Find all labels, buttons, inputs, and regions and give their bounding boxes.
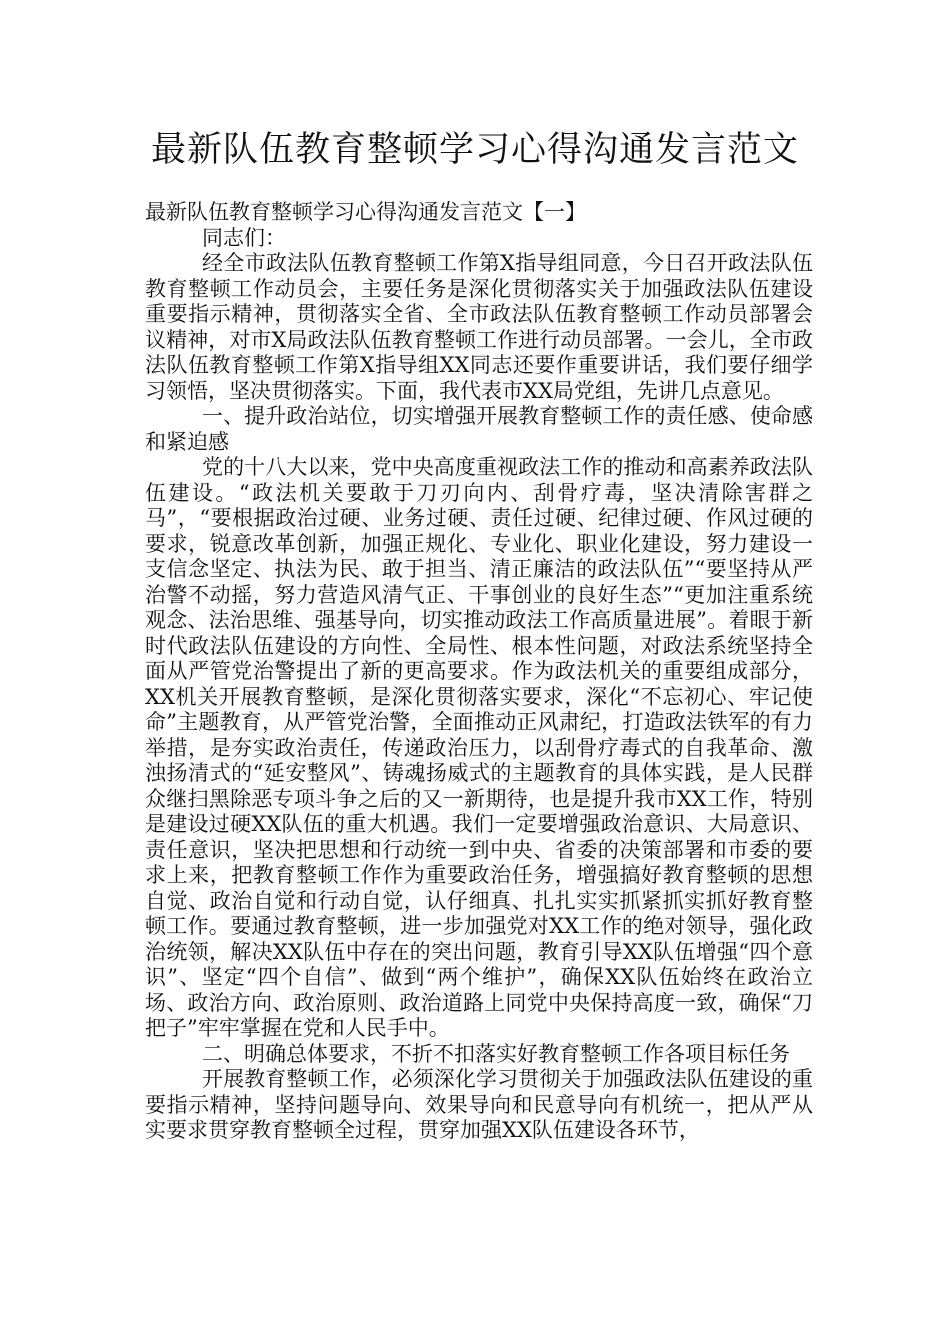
document-title: 最新队伍教育整顿学习心得沟通发言范文 — [150, 130, 799, 170]
paragraph-intro: 经全市政法队伍教育整顿工作第X指导组同意，今日召开政法队伍教育整顿工作动员会，主要任务是深化贯彻落实关于加强政法队伍建设重要指示精神，贯彻落实全省、全市政法队伍教育整顿工作动员部署会议精神，对市X局政法队伍教育整顿工作进行动员部署。一会儿，全市政法队伍教育整顿工作第X指导组XX同志还要作重要讲话，我们要仔细学习领悟，坚决贯彻落实。下面，我代表市XX局党组，先讲几点意见。 — [145, 251, 813, 403]
heading-point-two: 二、明确总体要求，不折不扣落实好教育整顿工作各项目标任务 — [202, 1041, 790, 1066]
document-body — [145, 200, 813, 1144]
paragraph-point-two: 开展教育整顿工作，必须深化学习贯彻关于加强政法队伍建设的重要指示精神，坚持问题导向、效果导向和民意导向有机统一，把从严从实要求贯穿教育整顿全过程，贯穿加强XX队伍建设各环节， — [145, 1067, 813, 1142]
salutation: 同志们： — [202, 225, 286, 250]
section-heading: 最新队伍教育整顿学习心得沟通发言范文【一】 — [145, 200, 586, 224]
heading-point-one: 一、提升政治站位，切实增强开展教育整顿工作的责任感、使命感和紧迫感 — [145, 404, 813, 454]
paragraph-point-one: 党的十八大以来，党中央高度重视政法工作的推动和高素养政法队伍建设。“政法机关要敢于刀刃向内、刮骨疗毒，坚决清除害群之马”，“要根据政治过硬、业务过硬、责任过硬、纪律过硬、作风过硬的要求，锐意改革创新，加强正规化、专业化、职业化建设，努力建设一支信念坚定、执法为民、敢于担当、清正廉洁的政法队伍”“要坚持从严治警不动摇，努力营造风清气正、干事创业的良好生态”“更加注重系统观念、法治思维、强基导向，切实推动政法工作高质量进展”。着眼于新时代政法队伍建设的方向性、全局性、根本性问题，对政法系统坚持全面从严管党治警提出了新的更高要求。作为政法机关的重要组成部分，XX机关开展教育整顿，是深化贯彻落实要求，深化“不忘初心、牢记使命”主题教育，从严管党治警，全面推动正风肃纪，打造政法铁军的有力举措，是夯实政治责任，传递政治压力，以刮骨疗毒式的自我革命、激浊扬清式的“延安整风”、铸魂扬威式的主题教育的具体实践，是人民群众继扫黑除恶专项斗争之后的又一新期待，也是提升我市XX工作，特别是建设过硬XX队伍的重大机遇。我们一定要增强政治意识、大局意识、责任意识，坚决把思想和行动统一到中央、省委的决策部署和市委的要求上来，把教育整顿工作作为重要政治任务，增强搞好教育整顿的思想自觉、政治自觉和行动自觉，认仔细真、扎扎实实抓紧抓实抓好教育整顿工作。要通过教育整顿，进一步加强党对XX工作的绝对领导，强化政治统领，解决XX队伍中存在的突出问题，教育引导XX队伍增强“四个意识”、坚定“四个自信”、做到“两个维护”，确保XX队伍始终在政治立场、政治方向、政治原则、政治道路上同党中央保持高度一致，确保“刀把子”牢牢掌握在党和人民手中。 — [145, 455, 813, 1040]
